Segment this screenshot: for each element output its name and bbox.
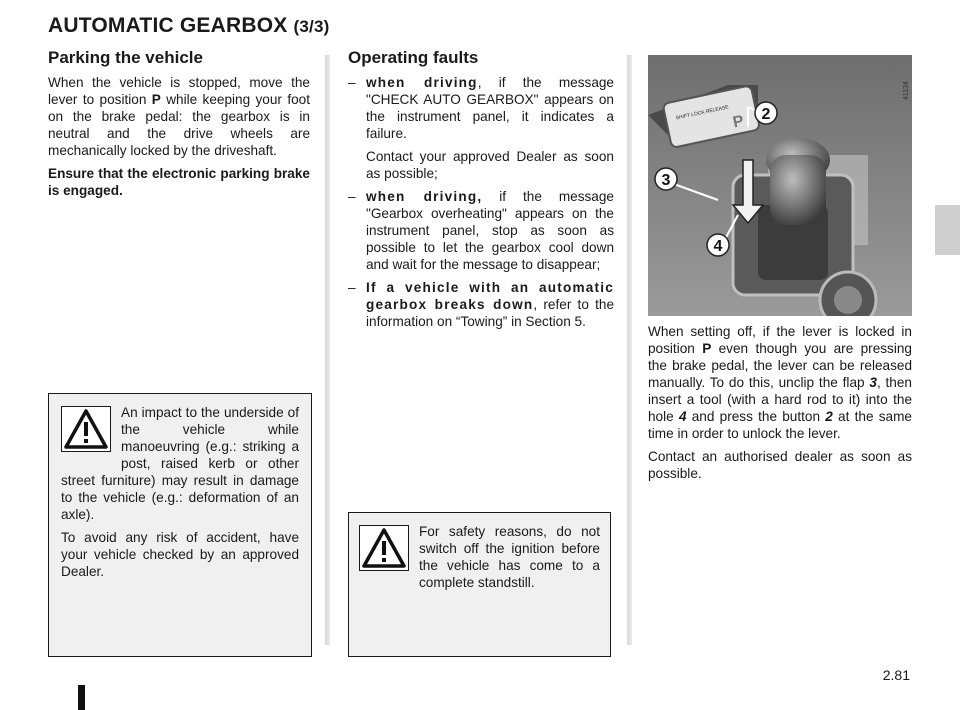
shift-lock-label: SHIFT LOCK RELEASE: [675, 104, 730, 122]
figure-ref: 41134: [903, 81, 910, 100]
warning-impact-text: An impact to the underside of the vehicle while manoeuvring (e.g.: striking a post, raised kerb or other street furniture) may result in damage to the vehicle (e.g.: deformation of an axle).: [61, 405, 299, 522]
parking-paragraph: When the vehicle is stopped, move the lever to position P while keeping your foot on the brake pedal: the gearbox is in neutral and the drive wheels are mechanically locked by the driveshaft.: [48, 75, 310, 158]
column-divider: [627, 55, 632, 645]
faults-section: [348, 49, 614, 336]
parking-brake-note: Ensure that the electronic parking brake is engaged.: [48, 166, 310, 198]
warning-icon: [359, 525, 409, 571]
list-item: – when driving, if the message "Gearbox overheating" appears on the instrument panel, stop as soon as possible to let the gearbox cool down and wait for the message to disappear;: [348, 189, 614, 272]
release-section: [648, 323, 912, 488]
list-item: – when driving, if the message "CHECK AUTO GEARBOX" appears on the instrument panel, it indicates a failure. Contact your approved Dealer as soon as possible;: [348, 75, 614, 181]
title-part: (3/3): [293, 17, 330, 36]
title-main: AUTOMATIC GEARBOX: [48, 14, 288, 37]
warning-icon: [61, 406, 111, 452]
callout-3: 3: [661, 172, 671, 189]
warning-ignition-text: For safety reasons, do not switch off the ignition before the vehicle has come to a complete standstill.: [419, 524, 600, 590]
release-contact: Contact an authorised dealer as soon as possible.: [648, 449, 912, 481]
warning-box-ignition: [348, 512, 611, 657]
list-item: – If a vehicle with an automatic gearbox breaks down, refer to the information on “Towing” in Section 5.: [348, 280, 614, 329]
park-label: P: [731, 112, 746, 132]
fault-followup: Contact your approved Dealer as soon as possible;: [366, 149, 614, 181]
page-number: 2.81: [882, 667, 910, 683]
warning-dealer-text: To avoid any risk of accident, have your vehicle checked by an approved Dealer.: [61, 530, 299, 579]
column-divider: [325, 55, 330, 645]
gear-lever-photo: [648, 55, 912, 316]
faults-heading: Operating faults: [348, 48, 479, 67]
parking-heading: Parking the vehicle: [48, 48, 203, 67]
corner-mark: [78, 685, 85, 710]
section-tab: [935, 205, 960, 255]
warning-box-impact: [48, 393, 312, 657]
callout-2: 2: [761, 106, 771, 123]
page-title: [48, 14, 329, 38]
parking-section: [48, 49, 310, 205]
release-paragraph: When setting off, if the lever is locked in position P even though you are pressing the brake pedal, the lever can be released manually. To do this, unclip the flap 3, then insert a tool (with a hard rod to it) into the hole 4 and press the button 2 at the same time in order to unlock the lever.: [648, 324, 912, 441]
callout-4: 4: [713, 238, 723, 255]
